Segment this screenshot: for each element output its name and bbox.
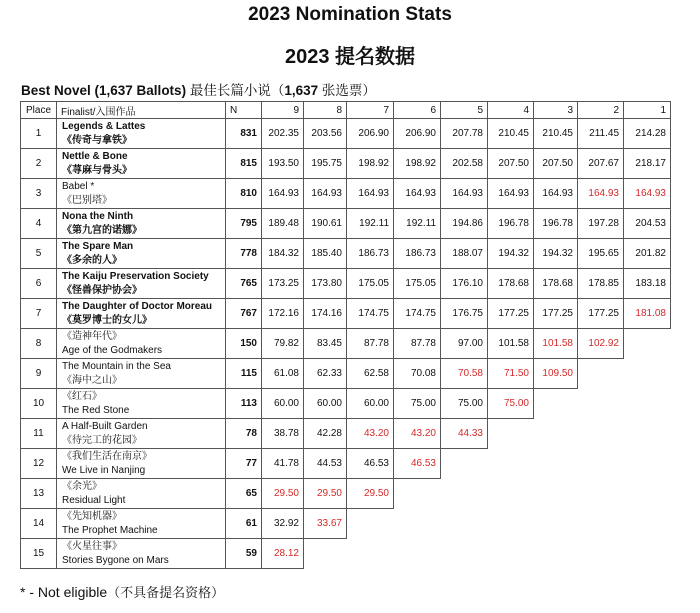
table-row — [21, 119, 671, 149]
round-value-cell: 75.00 — [441, 389, 488, 419]
table-row — [21, 149, 671, 179]
round-value-cell: 164.93 — [488, 179, 534, 209]
page-title-chinese: 2023 提名数据 — [284, 46, 416, 68]
empty-cell — [441, 449, 488, 479]
place-cell: 13 — [21, 479, 57, 509]
empty-cell — [578, 509, 624, 539]
round-value-cell: 189.48 — [262, 209, 304, 239]
empty-cell — [578, 389, 624, 419]
round-value-cell: 164.93 — [262, 179, 304, 209]
round-value-cell: 44.53 — [304, 449, 347, 479]
round-value-cell: 174.75 — [347, 299, 394, 329]
round-value-cell: 186.73 — [394, 239, 441, 269]
empty-cell — [578, 419, 624, 449]
round-value-cell: 207.67 — [578, 149, 624, 179]
empty-cell — [394, 479, 441, 509]
finalist-title-line2: 《第九宫的诺娜》 — [62, 224, 142, 236]
round-value-cell: 177.25 — [578, 299, 624, 329]
table-header-row — [21, 102, 671, 119]
round-value-cell: 164.93 — [624, 179, 671, 209]
finalist-title-line1: The Kaiju Preservation Society — [62, 270, 209, 282]
round-value-cell: 202.58 — [441, 149, 488, 179]
empty-cell — [488, 509, 534, 539]
round-value-cell: 173.25 — [262, 269, 304, 299]
empty-cell — [534, 449, 578, 479]
finalist-title-line2: 《荨麻与骨头》 — [62, 164, 132, 176]
empty-cell — [624, 389, 671, 419]
round-value-cell: 164.93 — [578, 179, 624, 209]
section-ballot-count: 1,637 — [284, 83, 319, 98]
round-value-cell: 176.75 — [441, 299, 488, 329]
finalist-title-line2: Age of the Godmakers — [62, 344, 163, 356]
finalist-cell — [57, 299, 226, 329]
empty-cell — [488, 419, 534, 449]
finalist-title-line1: The Spare Man — [62, 240, 134, 252]
finalist-title-line1: 《余光》 — [62, 480, 102, 492]
empty-cell — [578, 539, 624, 569]
place-cell: 9 — [21, 359, 57, 389]
round-value-cell: 198.92 — [394, 149, 441, 179]
empty-cell — [534, 509, 578, 539]
round-value-cell: 172.16 — [262, 299, 304, 329]
finalist-title-line2: 《传奇与拿铁》 — [62, 134, 132, 146]
empty-cell — [441, 479, 488, 509]
empty-cell — [441, 509, 488, 539]
nomination-count-cell: 78 — [226, 419, 262, 449]
finalist-cell — [57, 389, 226, 419]
round-value-cell: 61.08 — [262, 359, 304, 389]
empty-cell — [578, 359, 624, 389]
finalist-title-line1: Nona the Ninth — [62, 210, 134, 222]
finalist-cell — [57, 509, 226, 539]
round-value-cell: 195.75 — [304, 149, 347, 179]
nomination-count-cell: 815 — [226, 149, 262, 179]
nomination-count-cell: 765 — [226, 269, 262, 299]
round-value-cell: 46.53 — [347, 449, 394, 479]
section-heading — [21, 79, 376, 99]
round-value-cell: 38.78 — [262, 419, 304, 449]
finalist-title-line1: Legends & Lattes — [62, 120, 146, 132]
round-value-cell: 190.61 — [304, 209, 347, 239]
nomination-count-cell: 795 — [226, 209, 262, 239]
finalist-title-line2: 《多余的人》 — [62, 254, 122, 266]
round-value-cell: 42.28 — [304, 419, 347, 449]
finalist-cell — [57, 359, 226, 389]
finalist-title-line1: The Mountain in the Sea — [62, 360, 171, 372]
finalist-title-line1: A Half-Built Garden — [62, 420, 148, 432]
finalist-title-line2: 《怪兽保护协会》 — [62, 284, 142, 296]
column-header-round-2: 2 — [578, 102, 624, 119]
round-value-cell: 197.28 — [578, 209, 624, 239]
round-value-cell: 178.85 — [578, 269, 624, 299]
round-value-cell: 206.90 — [347, 119, 394, 149]
page-title: 2023 Nomination Stats — [248, 4, 452, 25]
place-cell: 8 — [21, 329, 57, 359]
round-value-cell: 195.65 — [578, 239, 624, 269]
empty-cell — [624, 539, 671, 569]
finalist-title-line2: 《海中之山》 — [62, 374, 122, 386]
empty-cell — [624, 449, 671, 479]
round-value-cell: 211.45 — [578, 119, 624, 149]
round-value-cell: 97.00 — [441, 329, 488, 359]
finalist-title-line1: 《红石》 — [62, 390, 102, 402]
round-value-cell: 210.45 — [534, 119, 578, 149]
round-value-cell: 43.20 — [394, 419, 441, 449]
round-value-cell: 43.20 — [347, 419, 394, 449]
finalist-cell — [57, 179, 226, 209]
finalist-title-line2: The Red Stone — [62, 404, 130, 416]
finalist-title-line1: Babel * — [62, 180, 95, 192]
round-value-cell: 177.25 — [488, 299, 534, 329]
place-cell: 5 — [21, 239, 57, 269]
finalist-title-line2: The Prophet Machine — [62, 524, 158, 536]
round-value-cell: 174.16 — [304, 299, 347, 329]
round-value-cell: 46.53 — [394, 449, 441, 479]
round-value-cell: 175.05 — [394, 269, 441, 299]
round-value-cell: 101.58 — [534, 329, 578, 359]
empty-cell — [624, 359, 671, 389]
place-cell: 12 — [21, 449, 57, 479]
empty-cell — [394, 539, 441, 569]
empty-cell — [304, 539, 347, 569]
empty-cell — [347, 509, 394, 539]
round-value-cell: 164.93 — [441, 179, 488, 209]
nomination-count-cell: 113 — [226, 389, 262, 419]
round-value-cell: 203.56 — [304, 119, 347, 149]
empty-cell — [534, 419, 578, 449]
finalist-title-line1: Nettle & Bone — [62, 150, 128, 162]
round-value-cell: 198.92 — [347, 149, 394, 179]
footnote — [20, 582, 224, 601]
column-header-round-9: 9 — [262, 102, 304, 119]
round-value-cell: 207.78 — [441, 119, 488, 149]
round-value-cell: 44.33 — [441, 419, 488, 449]
finalist-cell — [57, 239, 226, 269]
empty-cell — [534, 479, 578, 509]
round-value-cell: 194.86 — [441, 209, 488, 239]
round-value-cell: 178.68 — [534, 269, 578, 299]
footnote-en: * - Not eligible — [20, 584, 108, 600]
round-value-cell: 62.33 — [304, 359, 347, 389]
table-row — [21, 269, 671, 299]
finalist-cell — [57, 479, 226, 509]
column-header-round-5: 5 — [441, 102, 488, 119]
finalist-title-line2: 《巴别塔》 — [62, 194, 112, 206]
empty-cell — [488, 539, 534, 569]
round-value-cell: 164.93 — [304, 179, 347, 209]
nomination-count-cell: 115 — [226, 359, 262, 389]
round-value-cell: 87.78 — [347, 329, 394, 359]
finalist-title-line2: Stories Bygone on Mars — [62, 554, 169, 566]
finalist-title-line2: 《待完工的花园》 — [62, 434, 142, 446]
section-title-cn-suffix: 张选票） — [318, 83, 376, 98]
round-value-cell: 204.53 — [624, 209, 671, 239]
place-cell: 11 — [21, 419, 57, 449]
column-header-round-3: 3 — [534, 102, 578, 119]
place-cell: 2 — [21, 149, 57, 179]
finalist-cell — [57, 329, 226, 359]
nomination-count-cell: 150 — [226, 329, 262, 359]
round-value-cell: 176.10 — [441, 269, 488, 299]
finalist-title-line1: 《火星往事》 — [62, 540, 122, 552]
finalist-title-line1: 《先知机器》 — [62, 510, 122, 522]
table-body — [21, 119, 671, 569]
round-value-cell: 192.11 — [347, 209, 394, 239]
round-value-cell: 33.67 — [304, 509, 347, 539]
nomination-count-cell: 77 — [226, 449, 262, 479]
column-header-finalist: Finalist/入围作品 — [57, 102, 226, 119]
round-value-cell: 79.82 — [262, 329, 304, 359]
round-value-cell: 196.78 — [534, 209, 578, 239]
table-row — [21, 299, 671, 329]
section-title-en: Best Novel (1,637 Ballots) — [21, 83, 187, 98]
round-value-cell: 207.50 — [534, 149, 578, 179]
round-value-cell: 60.00 — [262, 389, 304, 419]
round-value-cell: 214.28 — [624, 119, 671, 149]
finalist-title-line1: The Daughter of Doctor Moreau — [62, 300, 213, 312]
section-title-cn: 最佳长篇小说（ — [186, 83, 285, 98]
round-value-cell: 207.50 — [488, 149, 534, 179]
round-value-cell: 29.50 — [262, 479, 304, 509]
empty-cell — [347, 539, 394, 569]
empty-cell — [441, 539, 488, 569]
round-value-cell: 175.05 — [347, 269, 394, 299]
round-value-cell: 183.18 — [624, 269, 671, 299]
place-cell: 15 — [21, 539, 57, 569]
table-row — [21, 209, 671, 239]
finalist-cell — [57, 449, 226, 479]
round-value-cell: 177.25 — [534, 299, 578, 329]
round-value-cell: 164.93 — [394, 179, 441, 209]
round-value-cell: 206.90 — [394, 119, 441, 149]
place-cell: 7 — [21, 299, 57, 329]
finalist-cell — [57, 419, 226, 449]
column-header-round-4: 4 — [488, 102, 534, 119]
round-value-cell: 41.78 — [262, 449, 304, 479]
column-header-n: N — [226, 102, 262, 119]
round-value-cell: 201.82 — [624, 239, 671, 269]
round-value-cell: 184.32 — [262, 239, 304, 269]
round-value-cell: 210.45 — [488, 119, 534, 149]
finalist-title-line2: 《莫罗博士的女儿》 — [62, 314, 152, 326]
round-value-cell: 194.32 — [488, 239, 534, 269]
empty-cell — [394, 509, 441, 539]
empty-cell — [534, 389, 578, 419]
round-value-cell: 185.40 — [304, 239, 347, 269]
round-value-cell: 75.00 — [394, 389, 441, 419]
round-value-cell: 70.08 — [394, 359, 441, 389]
finalist-cell — [57, 539, 226, 569]
round-value-cell: 60.00 — [347, 389, 394, 419]
place-cell: 3 — [21, 179, 57, 209]
empty-cell — [578, 449, 624, 479]
column-header-round-1: 1 — [624, 102, 671, 119]
table-row — [21, 539, 671, 569]
place-cell: 10 — [21, 389, 57, 419]
finalist-title-line2: We Live in Nanjing — [62, 464, 146, 476]
table-row — [21, 359, 671, 389]
table-row — [21, 479, 671, 509]
round-value-cell: 173.80 — [304, 269, 347, 299]
round-value-cell: 164.93 — [534, 179, 578, 209]
round-value-cell: 181.08 — [624, 299, 671, 329]
round-value-cell: 60.00 — [304, 389, 347, 419]
finalist-title-line1: 《我们生活在南京》 — [62, 450, 152, 462]
round-value-cell: 218.17 — [624, 149, 671, 179]
finalist-cell — [57, 209, 226, 239]
nomination-count-cell: 767 — [226, 299, 262, 329]
empty-cell — [624, 329, 671, 359]
empty-cell — [534, 539, 578, 569]
column-header-round-8: 8 — [304, 102, 347, 119]
round-value-cell: 194.32 — [534, 239, 578, 269]
round-value-cell: 83.45 — [304, 329, 347, 359]
place-cell: 1 — [21, 119, 57, 149]
column-header-round-6: 6 — [394, 102, 441, 119]
column-header-round-7: 7 — [347, 102, 394, 119]
nomination-stats-table — [20, 101, 671, 569]
nomination-count-cell: 65 — [226, 479, 262, 509]
round-value-cell: 32.92 — [262, 509, 304, 539]
finalist-cell — [57, 269, 226, 299]
round-value-cell: 192.11 — [394, 209, 441, 239]
nomination-count-cell: 810 — [226, 179, 262, 209]
nomination-count-cell: 778 — [226, 239, 262, 269]
round-value-cell: 102.92 — [578, 329, 624, 359]
column-header-place: Place — [21, 102, 57, 119]
round-value-cell: 29.50 — [347, 479, 394, 509]
nomination-count-cell: 59 — [226, 539, 262, 569]
table-row — [21, 419, 671, 449]
round-value-cell: 62.58 — [347, 359, 394, 389]
round-value-cell: 70.58 — [441, 359, 488, 389]
round-value-cell: 178.68 — [488, 269, 534, 299]
round-value-cell: 101.58 — [488, 329, 534, 359]
place-cell: 14 — [21, 509, 57, 539]
footnote-cn: （不具备提名资格） — [107, 585, 225, 600]
round-value-cell: 196.78 — [488, 209, 534, 239]
round-value-cell: 109.50 — [534, 359, 578, 389]
place-cell: 6 — [21, 269, 57, 299]
finalist-cell — [57, 119, 226, 149]
round-value-cell: 28.12 — [262, 539, 304, 569]
round-value-cell: 71.50 — [488, 359, 534, 389]
round-value-cell: 188.07 — [441, 239, 488, 269]
table-row — [21, 449, 671, 479]
empty-cell — [488, 449, 534, 479]
finalist-title-line2: Residual Light — [62, 494, 126, 506]
empty-cell — [488, 479, 534, 509]
finalist-cell — [57, 149, 226, 179]
round-value-cell: 87.78 — [394, 329, 441, 359]
nomination-count-cell: 61 — [226, 509, 262, 539]
empty-cell — [578, 479, 624, 509]
table-row — [21, 329, 671, 359]
empty-cell — [624, 419, 671, 449]
empty-cell — [624, 479, 671, 509]
place-cell: 4 — [21, 209, 57, 239]
round-value-cell: 186.73 — [347, 239, 394, 269]
table-row — [21, 509, 671, 539]
table-row — [21, 239, 671, 269]
empty-cell — [624, 509, 671, 539]
round-value-cell: 202.35 — [262, 119, 304, 149]
round-value-cell: 174.75 — [394, 299, 441, 329]
table-row — [21, 179, 671, 209]
table-row — [21, 389, 671, 419]
round-value-cell: 164.93 — [347, 179, 394, 209]
finalist-title-line1: 《造神年代》 — [62, 330, 122, 342]
round-value-cell: 29.50 — [304, 479, 347, 509]
round-value-cell: 193.50 — [262, 149, 304, 179]
nomination-count-cell: 831 — [226, 119, 262, 149]
round-value-cell: 75.00 — [488, 389, 534, 419]
